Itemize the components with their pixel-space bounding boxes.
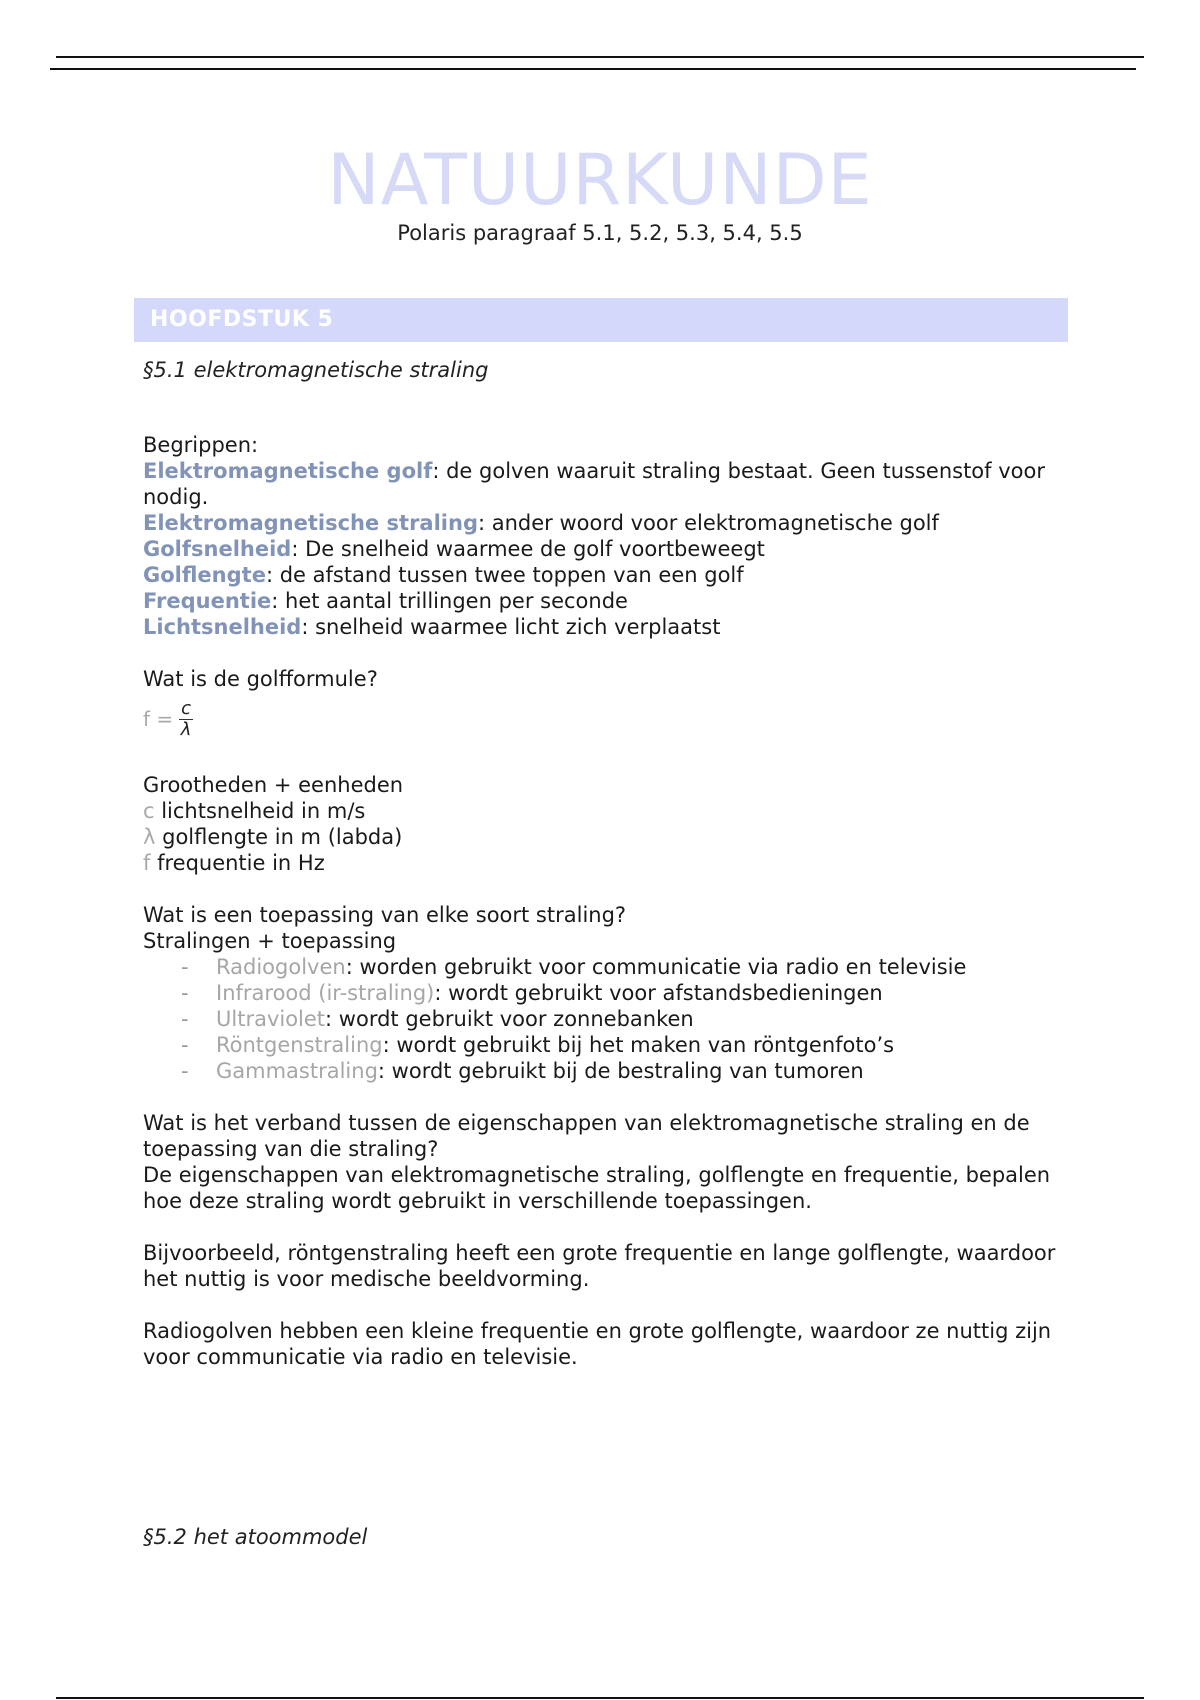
concept-definition: : de golven waaruit straling bestaat. Geen tussenstof voor nodig. bbox=[143, 459, 1045, 509]
concept-definition: : het aantal trillingen per seconde bbox=[271, 589, 628, 613]
radiation-use: : worden gebruikt voor communicatie via radio en televisie bbox=[345, 955, 967, 979]
concept-item bbox=[143, 510, 1078, 536]
wave-formula bbox=[143, 696, 1078, 742]
bullet-dash: - bbox=[181, 981, 189, 1005]
quantity-text: lichtsnelheid in m/s bbox=[154, 799, 366, 823]
concept-term: Golfsnelheid bbox=[143, 537, 292, 561]
quantity-text: golflengte in m (labda) bbox=[155, 825, 403, 849]
top-rule bbox=[56, 56, 1144, 58]
concept-term: Elektromagnetische straling bbox=[143, 511, 478, 535]
concept-definition: : De snelheid waarmee de golf voortbeweegt bbox=[291, 537, 765, 561]
concept-item bbox=[143, 614, 1078, 640]
list-item bbox=[143, 980, 1078, 1006]
radiation-use: : wordt gebruikt bij de bestraling van tumoren bbox=[377, 1059, 864, 1083]
radiation-name: Gammastraling bbox=[216, 1059, 378, 1083]
quantity-item bbox=[143, 798, 1078, 824]
radiation-use: : wordt gebruikt voor zonnebanken bbox=[325, 1007, 694, 1031]
formula-fraction bbox=[179, 699, 193, 740]
document-title: NATUURKUNDE bbox=[327, 139, 873, 221]
concept-item bbox=[143, 588, 1078, 614]
radiation-name: Infrarood (ir-straling) bbox=[216, 981, 435, 1005]
bullet-dash: - bbox=[181, 955, 189, 979]
concept-item bbox=[143, 536, 1078, 562]
radiation-use: : wordt gebruikt voor afstandsbedieningen bbox=[434, 981, 883, 1005]
section-heading-5-2: §5.2 het atoommodel bbox=[143, 1525, 368, 1549]
applications-list bbox=[143, 954, 1078, 1084]
quantity-item bbox=[143, 850, 1078, 876]
section-heading-5-1: §5.1 elektromagnetische straling bbox=[143, 358, 489, 382]
bullet-dash: - bbox=[181, 1033, 189, 1057]
list-item bbox=[143, 1032, 1078, 1058]
concept-term: Golflengte bbox=[143, 563, 266, 587]
formula-denominator: λ bbox=[180, 718, 192, 740]
concept-definition: : de afstand tussen twee toppen van een golf bbox=[265, 563, 744, 587]
concept-term: Lichtsnelheid bbox=[143, 615, 302, 639]
concept-item bbox=[143, 562, 1078, 588]
concept-definition: : snelheid waarmee licht zich verplaatst bbox=[301, 615, 721, 639]
bottom-rule bbox=[56, 1697, 1144, 1699]
applications-heading: Stralingen + toepassing bbox=[143, 929, 397, 953]
section-5-1-content bbox=[143, 432, 1078, 1370]
list-item bbox=[143, 1006, 1078, 1032]
concept-term: Elektromagnetische golf bbox=[143, 459, 433, 483]
formula-lhs: f = bbox=[143, 707, 174, 731]
quantity-text: frequentie in Hz bbox=[150, 851, 325, 875]
concept-definition: : ander woord voor elektromagnetische golf bbox=[478, 511, 939, 535]
concepts-heading: Begrippen: bbox=[143, 433, 259, 457]
quantities-heading: Grootheden + eenheden bbox=[143, 773, 404, 797]
quantity-symbol: λ bbox=[143, 825, 156, 849]
relation-answer: De eigenschappen van elektromagnetische straling, golflengte en frequentie, bepalen hoe deze straling wordt gebruikt in verschillende toepassingen. bbox=[143, 1163, 1051, 1213]
list-item bbox=[143, 954, 1078, 980]
relation-example-radio: Radiogolven hebben een kleine frequentie en grote golflengte, waardoor ze nuttig zijn voor communicatie via radio en televisie. bbox=[143, 1319, 1052, 1369]
relation-example-xray: Bijvoorbeeld, röntgenstraling heeft een grote frequentie en lange golflengte, waardoor het nuttig is voor medische beeldvorming. bbox=[143, 1241, 1056, 1291]
top-rule-secondary bbox=[50, 68, 1136, 70]
quantity-item bbox=[143, 824, 1078, 850]
concept-item bbox=[143, 458, 1078, 510]
applications-question: Wat is een toepassing van elke soort straling? bbox=[143, 903, 627, 927]
radiation-name: Radiogolven bbox=[216, 955, 346, 979]
radiation-name: Röntgenstraling bbox=[216, 1033, 383, 1057]
document-subtitle: Polaris paragraaf 5.1, 5.2, 5.3, 5.4, 5.5 bbox=[397, 221, 803, 245]
relation-question: Wat is het verband tussen de eigenschappen van elektromagnetische straling en de toepassing van die straling? bbox=[143, 1111, 1030, 1161]
formula-numerator: c bbox=[181, 697, 192, 719]
quantity-symbol: f bbox=[143, 851, 151, 875]
formula-question: Wat is de golfformule? bbox=[143, 667, 378, 691]
quantity-symbol: c bbox=[143, 799, 155, 823]
bullet-dash: - bbox=[181, 1059, 189, 1083]
bullet-dash: - bbox=[181, 1007, 189, 1031]
chapter-title: HOOFDSTUK 5 bbox=[150, 307, 334, 332]
concept-term: Frequentie bbox=[143, 589, 272, 613]
chapter-banner bbox=[134, 298, 1068, 342]
radiation-use: : wordt gebruikt bij het maken van röntgenfoto’s bbox=[382, 1033, 895, 1057]
radiation-name: Ultraviolet bbox=[216, 1007, 326, 1031]
list-item bbox=[143, 1058, 1078, 1084]
